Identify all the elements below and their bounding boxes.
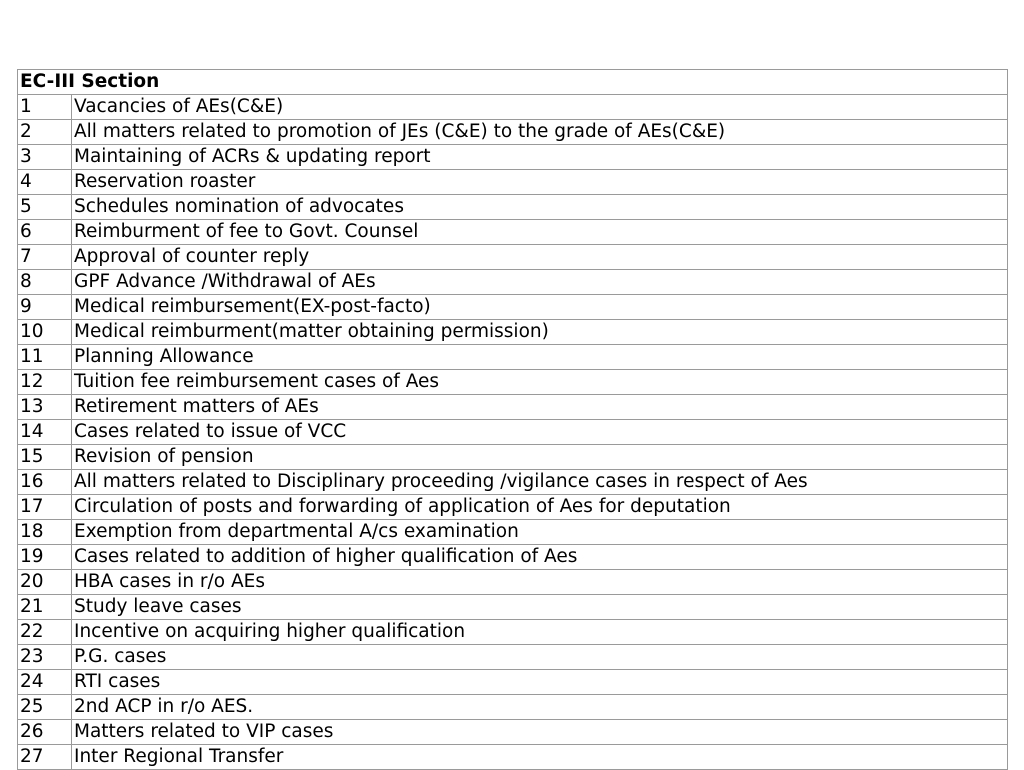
duty-description: GPF Advance /Withdrawal of AEs [72,270,1008,295]
row-number: 7 [18,245,72,270]
table-row [18,320,1008,345]
row-number: 21 [18,595,72,620]
row-number: 10 [18,320,72,345]
section-title: EC-III Section [18,70,1008,95]
table-row [18,95,1008,120]
table-row [18,270,1008,295]
duty-description: Medical reimbursement(EX-post-facto) [72,295,1008,320]
table-row [18,370,1008,395]
table-body [18,70,1008,770]
row-number: 15 [18,445,72,470]
duty-description: Retirement matters of AEs [72,395,1008,420]
row-number: 23 [18,645,72,670]
table-row [18,620,1008,645]
table-row [18,495,1008,520]
duty-description: Tuition fee reimbursement cases of Aes [72,370,1008,395]
duty-description: All matters related to Disciplinary proceeding /vigilance cases in respect of Aes [72,470,1008,495]
row-number: 11 [18,345,72,370]
row-number: 3 [18,145,72,170]
table-row [18,420,1008,445]
row-number: 9 [18,295,72,320]
row-number: 13 [18,395,72,420]
table-row [18,745,1008,770]
duty-description: All matters related to promotion of JEs (C&E) to the grade of AEs(C&E) [72,120,1008,145]
table-row [18,445,1008,470]
duty-description: RTI cases [72,670,1008,695]
duty-description: Reservation roaster [72,170,1008,195]
duty-description: Exemption from departmental A/cs examination [72,520,1008,545]
duty-description: Matters related to VIP cases [72,720,1008,745]
table-row [18,470,1008,495]
duty-description: Approval of counter reply [72,245,1008,270]
duty-description: Incentive on acquiring higher qualification [72,620,1008,645]
table-row [18,395,1008,420]
table-row [18,295,1008,320]
row-number: 27 [18,745,72,770]
duty-description: Cases related to addition of higher qualification of Aes [72,545,1008,570]
section-duties-table [17,69,1008,770]
duty-description: 2nd ACP in r/o AES. [72,695,1008,720]
row-number: 4 [18,170,72,195]
table-row [18,570,1008,595]
duty-description: Cases related to issue of VCC [72,420,1008,445]
row-number: 25 [18,695,72,720]
table-row [18,670,1008,695]
table-row [18,345,1008,370]
duty-description: Revision of pension [72,445,1008,470]
duty-description: Maintaining of ACRs & updating report [72,145,1008,170]
table-row [18,695,1008,720]
table-row [18,195,1008,220]
duty-description: P.G. cases [72,645,1008,670]
duty-description: Reimburment of fee to Govt. Counsel [72,220,1008,245]
duty-description: Vacancies of AEs(C&E) [72,95,1008,120]
row-number: 2 [18,120,72,145]
table-row [18,245,1008,270]
duty-description: Study leave cases [72,595,1008,620]
row-number: 17 [18,495,72,520]
table-row [18,220,1008,245]
table-row [18,145,1008,170]
row-number: 19 [18,545,72,570]
duty-description: Medical reimburment(matter obtaining permission) [72,320,1008,345]
row-number: 12 [18,370,72,395]
row-number: 24 [18,670,72,695]
row-number: 5 [18,195,72,220]
table-row [18,645,1008,670]
table-row [18,595,1008,620]
table-header-row [18,70,1008,95]
duty-description: Planning Allowance [72,345,1008,370]
row-number: 8 [18,270,72,295]
table-row [18,170,1008,195]
row-number: 14 [18,420,72,445]
row-number: 1 [18,95,72,120]
table-row [18,120,1008,145]
row-number: 18 [18,520,72,545]
duty-description: Inter Regional Transfer [72,745,1008,770]
row-number: 6 [18,220,72,245]
row-number: 26 [18,720,72,745]
table-row [18,545,1008,570]
table-row [18,720,1008,745]
duty-description: Schedules nomination of advocates [72,195,1008,220]
row-number: 16 [18,470,72,495]
row-number: 22 [18,620,72,645]
table-row [18,520,1008,545]
row-number: 20 [18,570,72,595]
duty-description: HBA cases in r/o AEs [72,570,1008,595]
duty-description: Circulation of posts and forwarding of application of Aes for deputation [72,495,1008,520]
